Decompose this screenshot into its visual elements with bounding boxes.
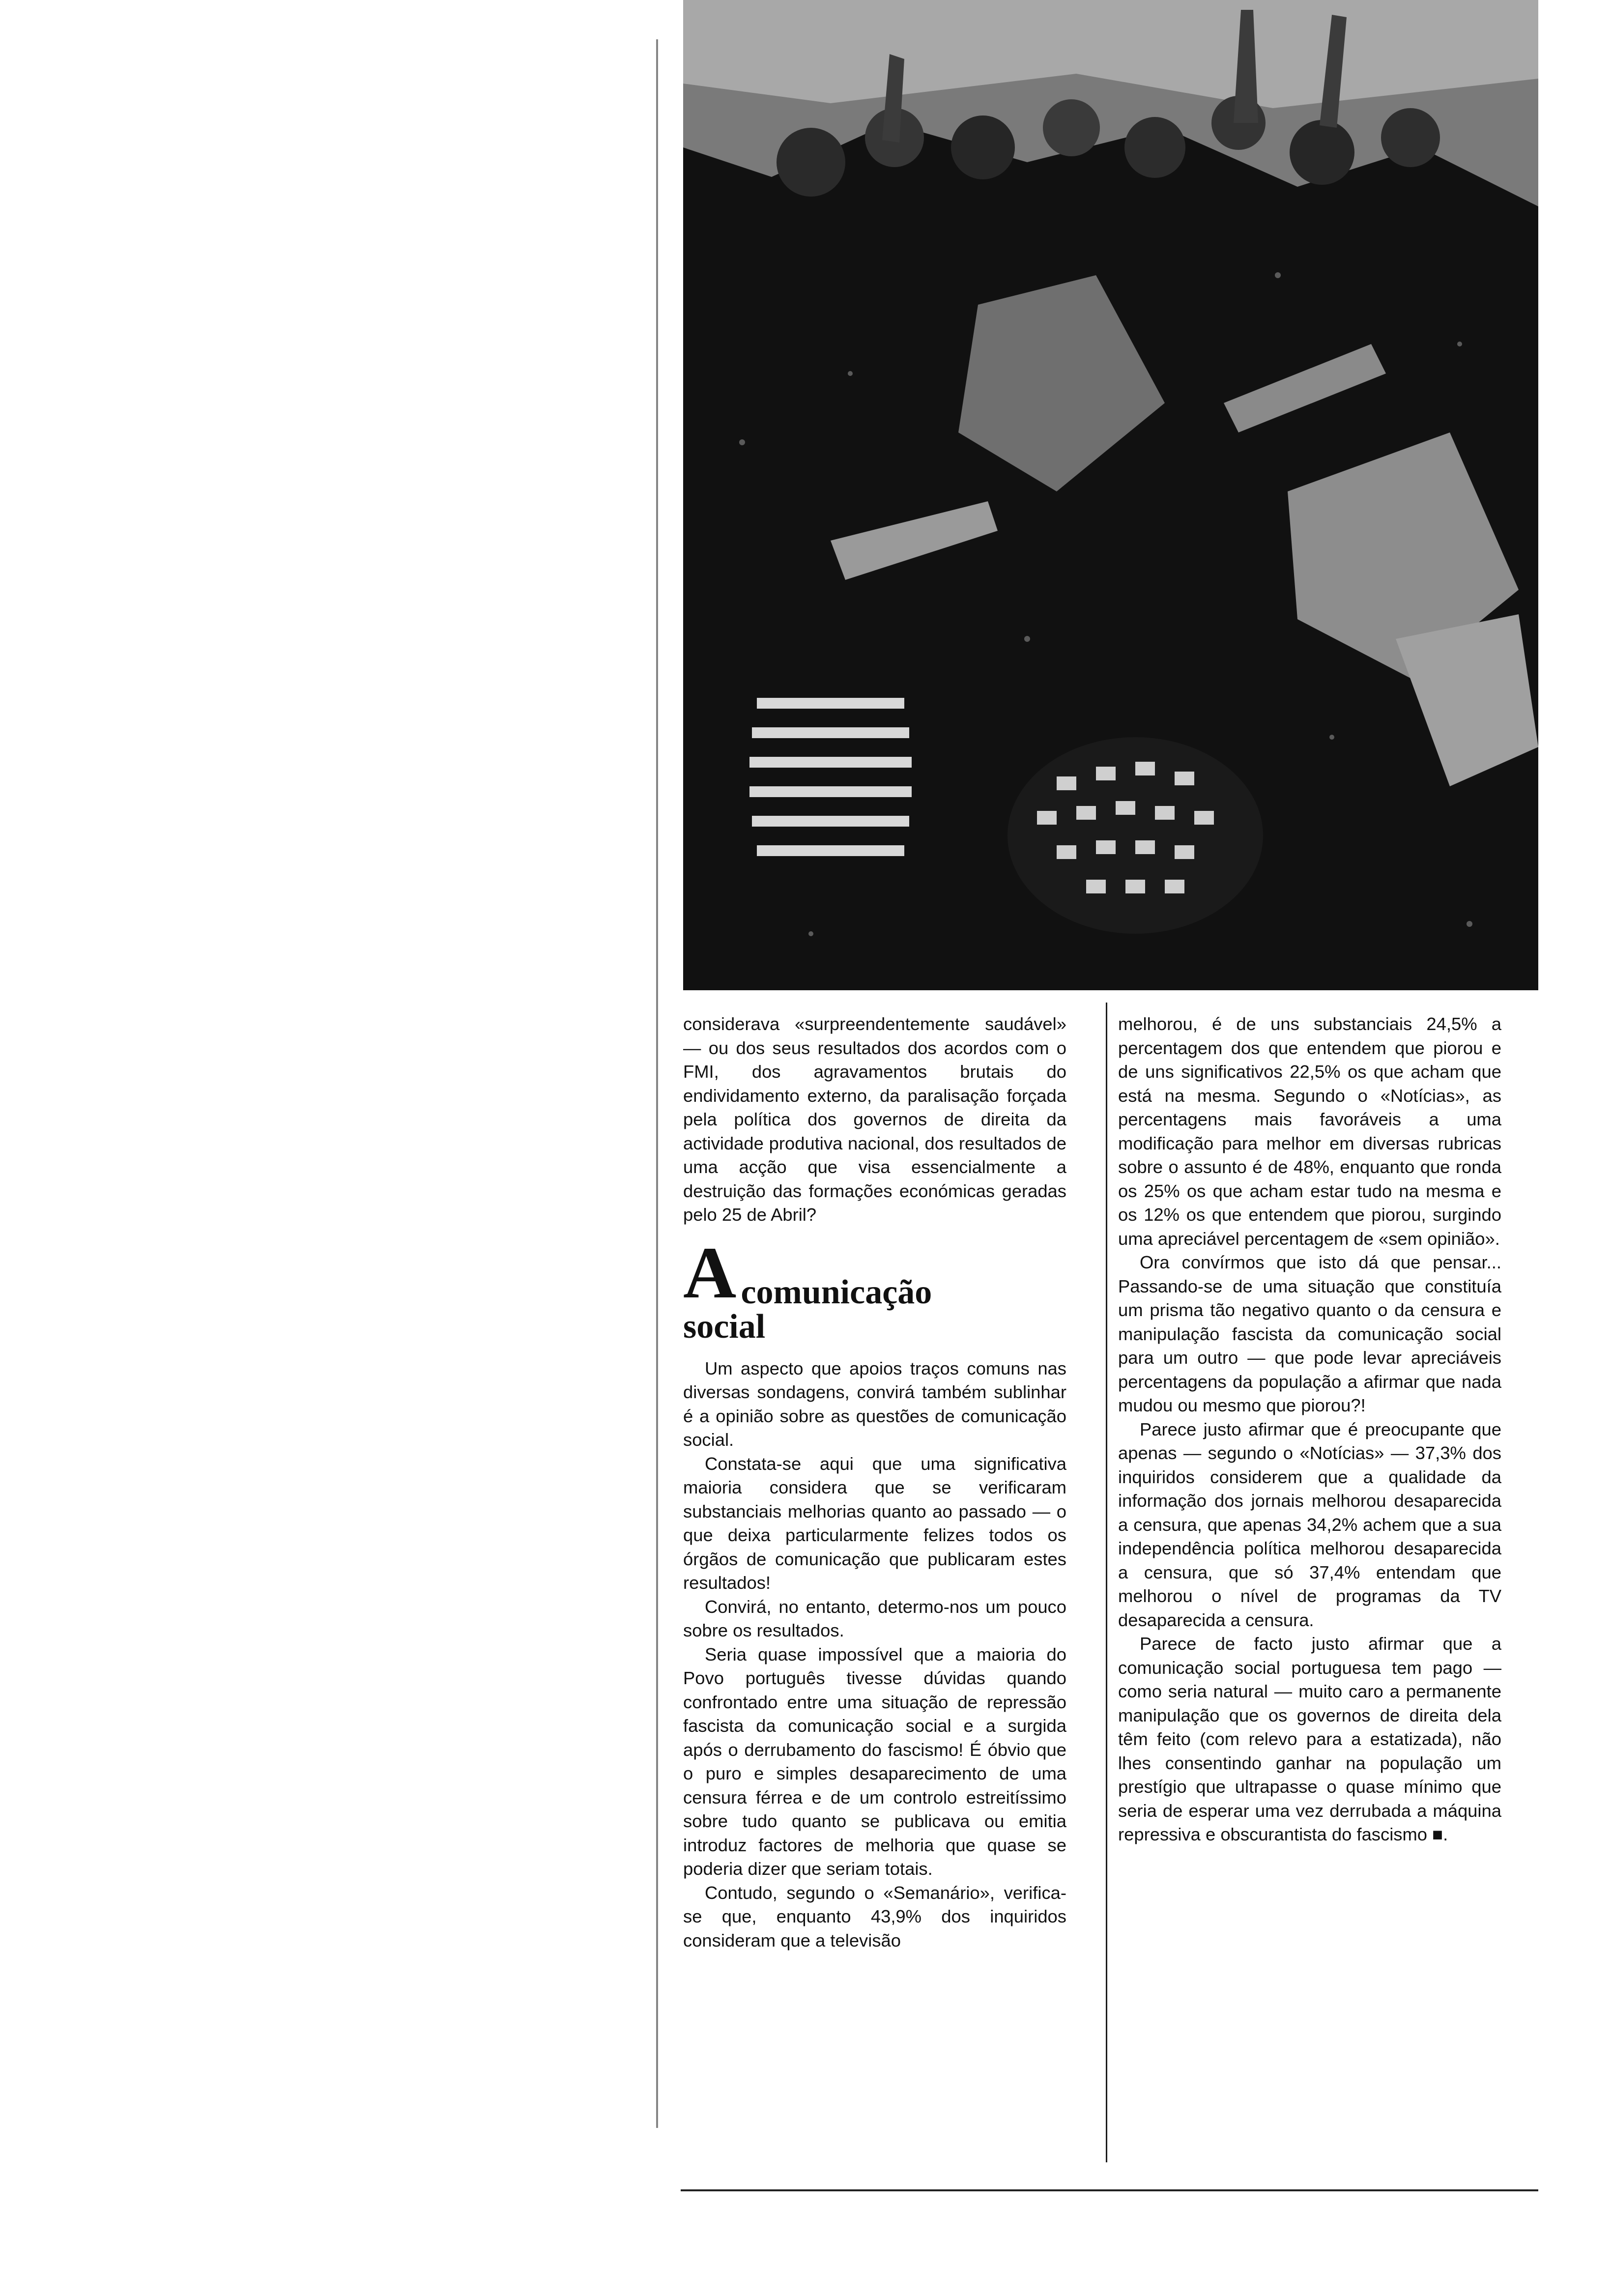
- paragraph: Parece justo afirmar que é preocupante que apenas — segundo o «Notícias» — 37,3% dos inquiridos considerem que a qualidade da informação dos jornais melhorou desaparecida a censura, que apenas 34,2% achem que a sua independência política melhorou desaparecida a censura, que só 37,4% entendam que melhorou o nível de programas da TV desaparecida a censura.: [1118, 1419, 1501, 1630]
- bottom-rule: [681, 2189, 1538, 2191]
- paragraph: considerava «surpreendentemente saudável» — ou dos seus resultados dos acordos com o FMI, dos agravamentos brutais do endividamento externo, da paralisação forçada pela política dos governos de direita da actividade produtiva nacional, dos resultados de uma acção que visa essencialmente a destruição das formações económicas geradas pelo 25 de Abril?: [683, 1014, 1066, 1225]
- paragraph: Constata-se aqui que uma significativa maioria considera que se verificaram substanciais melhorias quanto ao passado — o que deixa particularmente felizes todos os órgãos de comunicação que publicaram estes resultados!: [683, 1453, 1066, 1593]
- column-divider: [1106, 1003, 1107, 2162]
- section-heading: [683, 1232, 1066, 1346]
- paragraph: melhorou, é de uns substanciais 24,5% a percentagem dos que entendem que piorou e de uns significativos 22,5% os que acham que está na mesma. Segundo o «Notícias», as percentagens mais favoráveis a uma modificação para melhor em diversas rubricas sobre o assunto é de 48%, enquanto que ronda os 25% os que acham estar tudo na mesma e os 12% os que entendem que piorou, surgindo uma apreciável percentagem de «sem opinião».: [1118, 1014, 1501, 1249]
- paragraph: Contudo, segundo o «Semanário», verifica-se que, enquanto 43,9% dos inquiridos consideram que a televisão: [683, 1882, 1066, 1951]
- crowd-photo: [683, 0, 1538, 990]
- paragraph: Parece de facto justo afirmar que a comunicação social portuguesa tem pago — como seria natural — muito caro a permanente manipulação que os governos de direita dela têm feito (com relevo para a estatizada), não lhes consentindo ganhar na população um prestígio que ultrapasse o quase mínimo que seria de esperar uma vez derrubada a máquina repressiva e obscurantista do fascismo ■.: [1118, 1634, 1501, 1844]
- paragraph: Convirá, no entanto, determo-nos um pouco sobre os resultados.: [683, 1596, 1066, 1640]
- heading-line2: social: [683, 1307, 766, 1346]
- heading-initial: A: [683, 1232, 737, 1314]
- article-column-right: [1118, 1012, 1501, 1847]
- article-column-left: [683, 1012, 1066, 1952]
- scan-edge-line: [656, 39, 658, 2128]
- paragraph: Um aspecto que apoios traços comuns nas diversas sondagens, convirá também sublinhar é a opinião sobre as questões de comunicação social.: [683, 1358, 1066, 1450]
- heading-word: comunicação: [741, 1273, 932, 1311]
- paragraph: Seria quase impossível que a maioria do Povo português tivesse dúvidas quando confrontado entre uma situação de repressão fascista da comunicação social e a surgida após o derrubamento do fascismo! É óbvio que o puro e simples desaparecimento de uma censura férrea e de um controlo estreitíssimo sobre tudo quanto se publicava ou emitia introduz factores de melhoria que quase se poderia dizer que seriam totais.: [683, 1644, 1066, 1879]
- paragraph: Ora convírmos que isto dá que pensar... Passando-se de uma situação que constituía um prisma tão negativo quanto o da censura e manipulação fascista da comunicação social para um outro — que pode levar apreciáveis percentagens da população a afirmar que nada mudou ou mesmo que piorou?!: [1118, 1252, 1501, 1415]
